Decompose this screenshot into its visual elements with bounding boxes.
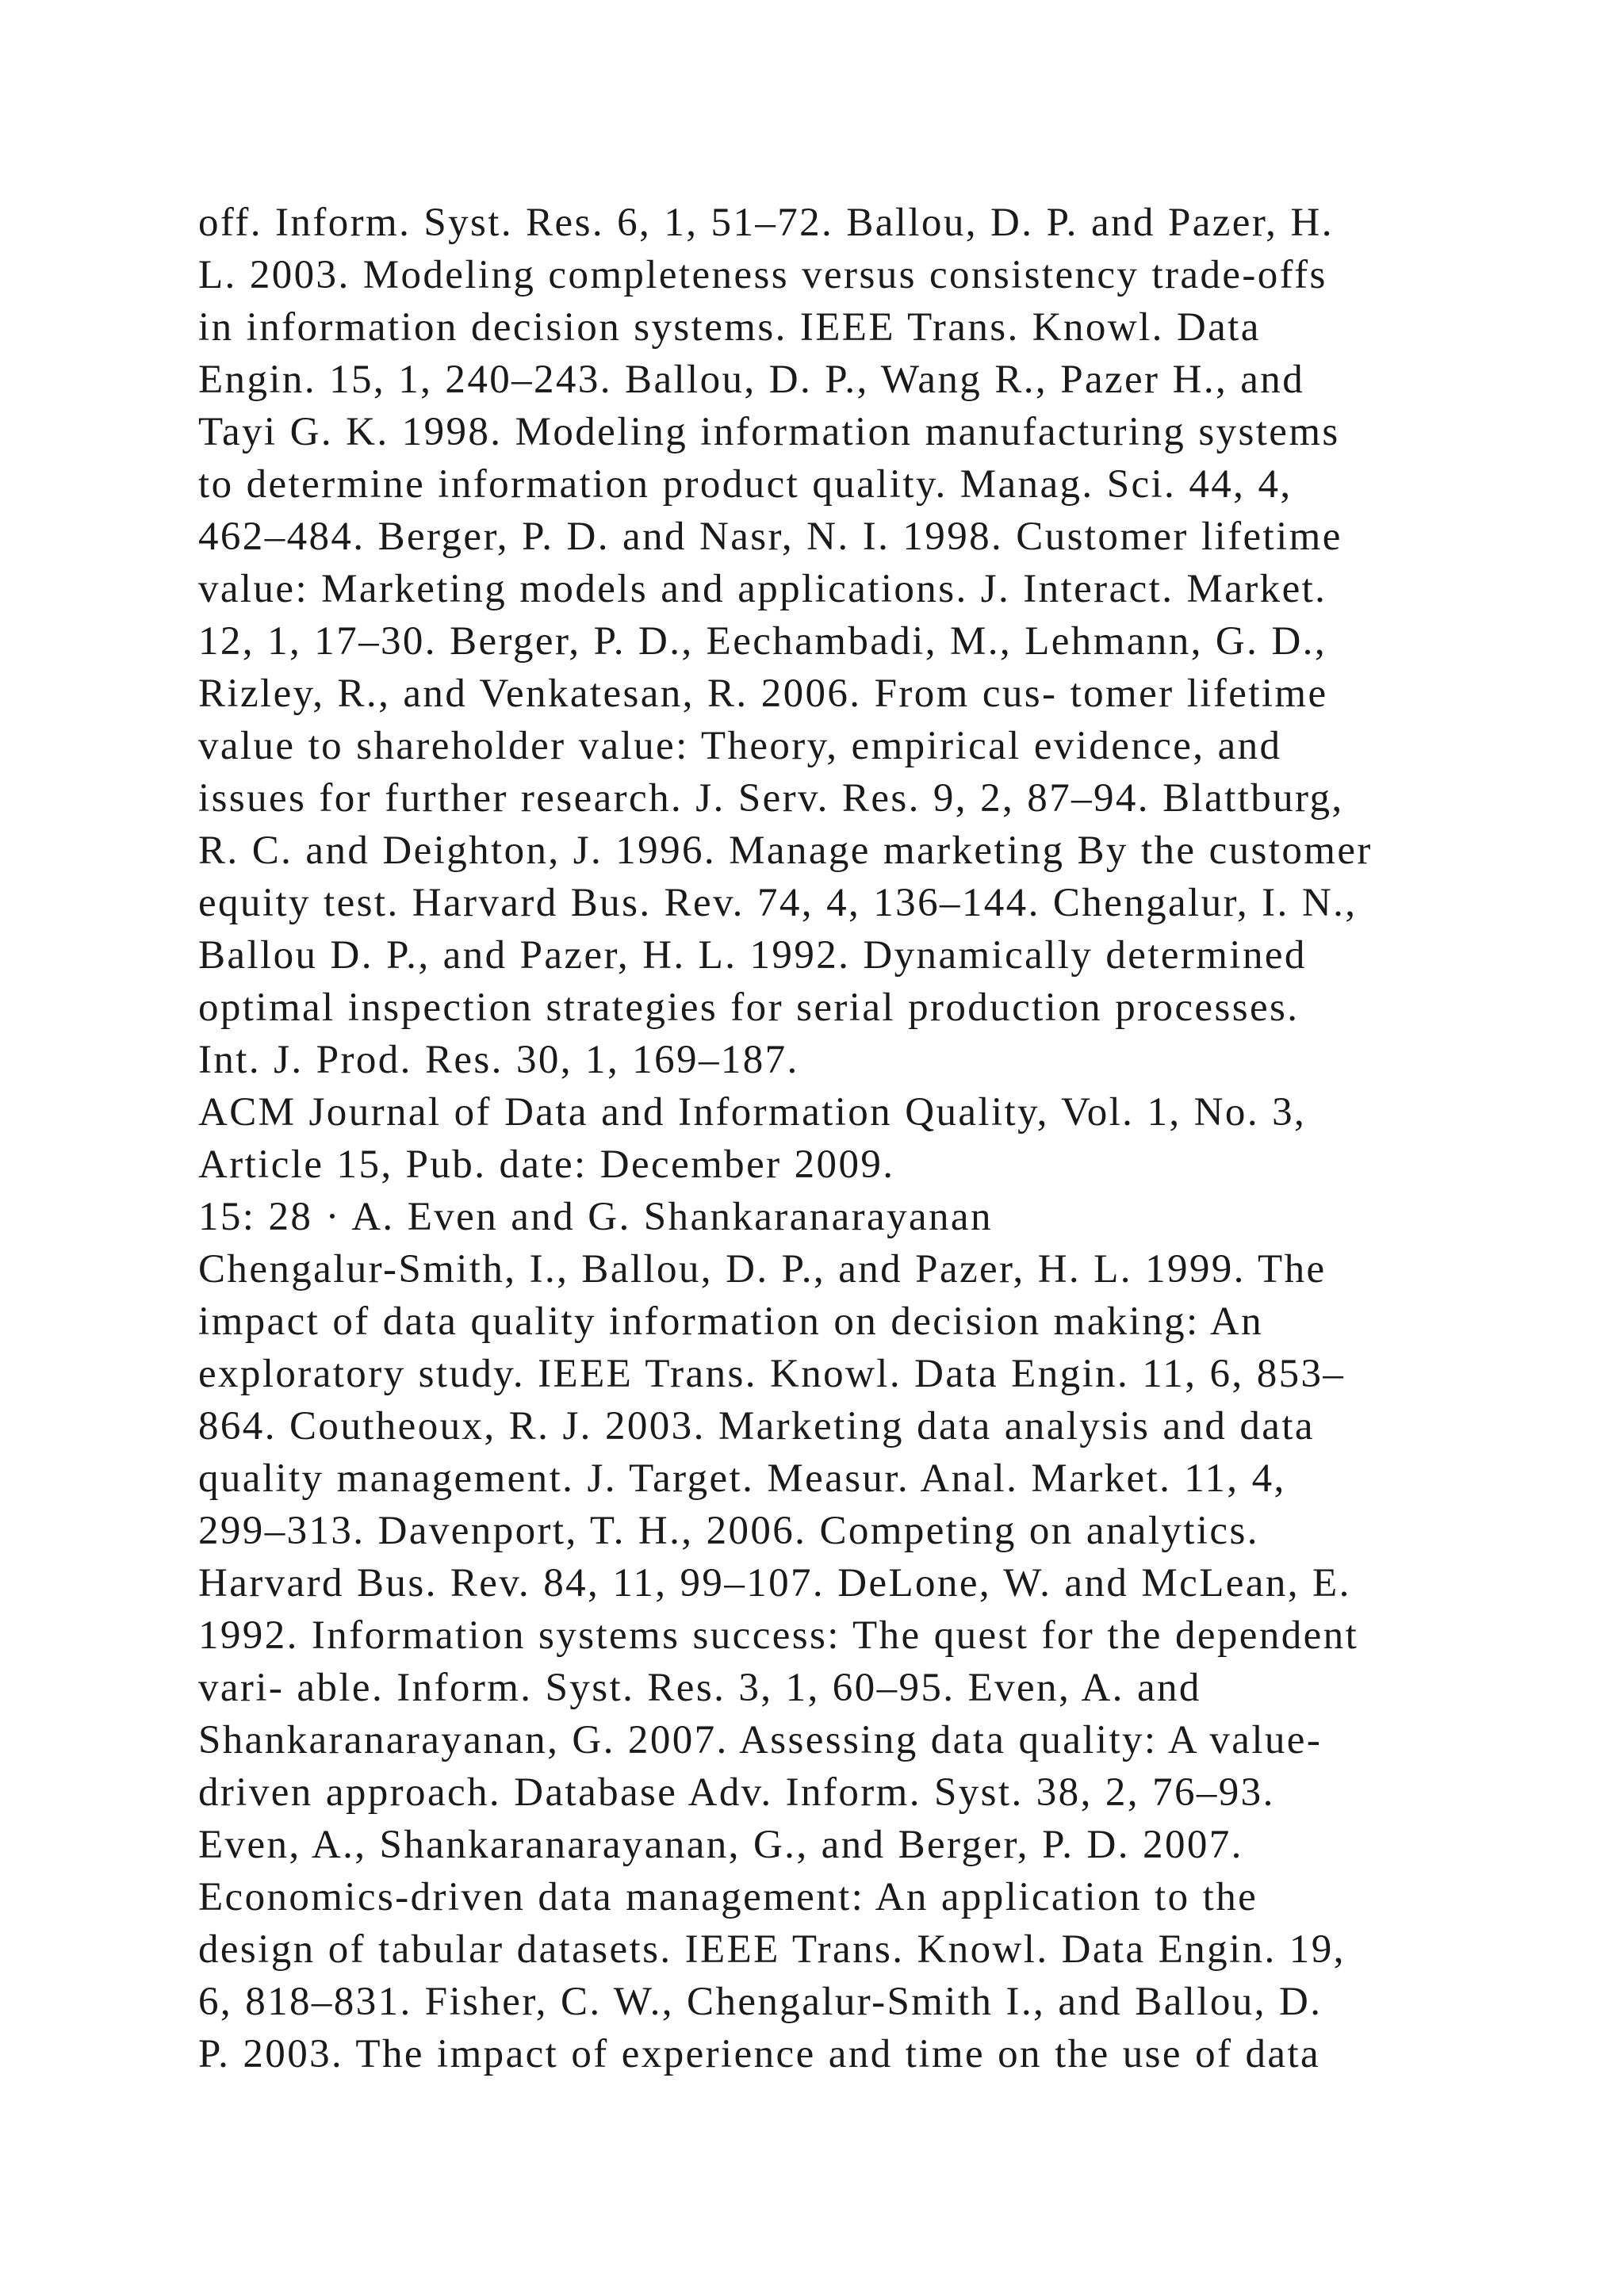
text-line: vari- able. Inform. Syst. Res. 3, 1, 60–95. Even, A. and xyxy=(198,1666,1201,1710)
text-line: 299–313. Davenport, T. H., 2006. Competing on analytics. xyxy=(198,1509,1259,1553)
text-line: impact of data quality information on decision making: An xyxy=(198,1299,1264,1344)
text-line: R. C. and Deighton, J. 1996. Manage marketing By the customer xyxy=(198,828,1373,873)
text-line: 462–484. Berger, P. D. and Nasr, N. I. 1998. Customer lifetime xyxy=(198,515,1342,559)
text-line: Ballou D. P., and Pazer, H. L. 1992. Dynamically determined xyxy=(198,933,1307,978)
text-line: off. Inform. Syst. Res. 6, 1, 51–72. Ballou, D. P. and Pazer, H. xyxy=(198,201,1334,245)
text-line: Harvard Bus. Rev. 84, 11, 99–107. DeLone, W. and McLean, E. xyxy=(198,1561,1351,1605)
text-line: value to shareholder value: Theory, empirical evidence, and xyxy=(198,724,1282,768)
text-line: L. 2003. Modeling completeness versus consistency trade-offs xyxy=(198,253,1327,297)
text-line: value: Marketing models and applications. J. Interact. Market. xyxy=(198,567,1327,611)
text-line: design of tabular datasets. IEEE Trans. Knowl. Data Engin. 19, xyxy=(198,1927,1346,1972)
text-line: Economics-driven data management: An application to the xyxy=(198,1875,1258,1919)
text-line: 12, 1, 17–30. Berger, P. D., Eechambadi, M., Lehmann, G. D., xyxy=(198,619,1327,664)
text-line: quality management. J. Target. Measur. Anal. Market. 11, 4, xyxy=(198,1456,1286,1501)
text-line: to determine information product quality. Manag. Sci. 44, 4, xyxy=(198,462,1293,507)
text-line: equity test. Harvard Bus. Rev. 74, 4, 136–144. Chengalur, I. N., xyxy=(198,881,1358,925)
text-line: optimal inspection strategies for serial production processes. xyxy=(198,985,1300,1030)
text-line: Even, A., Shankaranarayanan, G., and Berger, P. D. 2007. xyxy=(198,1823,1243,1867)
text-line: P. 2003. The impact of experience and time on the use of data xyxy=(198,2032,1321,2076)
text-line: Engin. 15, 1, 240–243. Ballou, D. P., Wang R., Pazer H., and xyxy=(198,358,1305,402)
text-line: 6, 818–831. Fisher, C. W., Chengalur-Smith I., and Ballou, D. xyxy=(198,1980,1323,2024)
text-line: Rizley, R., and Venkatesan, R. 2006. From cus- tomer lifetime xyxy=(198,672,1328,716)
text-line: Tayi G. K. 1998. Modeling information manufacturing systems xyxy=(198,410,1340,454)
text-line: Shankaranarayanan, G. 2007. Assessing data quality: A value- xyxy=(198,1718,1323,1762)
text-line: 1992. Information systems success: The quest for the dependent xyxy=(198,1613,1359,1658)
text-line: Int. J. Prod. Res. 30, 1, 169–187. xyxy=(198,1038,799,1082)
journal-footer-line: ACM Journal of Data and Information Quality, Vol. 1, No. 3, xyxy=(198,1090,1307,1135)
journal-footer-line: Article 15, Pub. date: December 2009. xyxy=(198,1142,895,1187)
text-line: in information decision systems. IEEE Trans. Knowl. Data xyxy=(198,305,1261,350)
text-line: Chengalur-Smith, I., Ballou, D. P., and Pazer, H. L. 1999. The xyxy=(198,1247,1327,1292)
text-line: 864. Coutheoux, R. J. 2003. Marketing data analysis and data xyxy=(198,1404,1315,1448)
text-line: driven approach. Database Adv. Inform. Syst. 38, 2, 76–93. xyxy=(198,1770,1275,1815)
running-header: 15: 28 · A. Even and G. Shankaranarayanan xyxy=(198,1195,993,1239)
document-page xyxy=(198,197,1530,2080)
text-line: issues for further research. J. Serv. Res. 9, 2, 87–94. Blattburg, xyxy=(198,776,1344,821)
text-line: exploratory study. IEEE Trans. Knowl. Data Engin. 11, 6, 853– xyxy=(198,1352,1346,1396)
